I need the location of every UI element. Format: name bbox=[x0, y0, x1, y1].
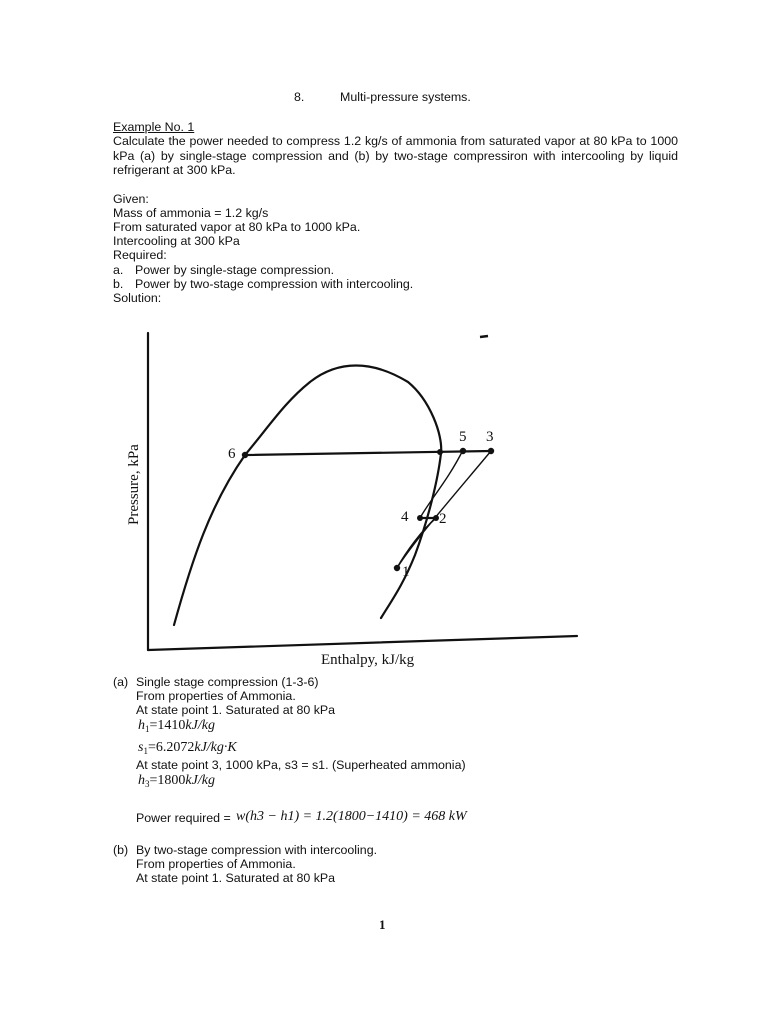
given-label: Given: bbox=[113, 192, 149, 206]
x-axis bbox=[148, 636, 577, 650]
y-axis-label: Pressure, kPa bbox=[126, 444, 142, 525]
required-marker-a: a. bbox=[113, 263, 124, 277]
ph-diagram bbox=[110, 320, 590, 670]
section-number: 8. bbox=[294, 90, 305, 104]
power-label: Power required = bbox=[136, 811, 231, 825]
state-point-4 bbox=[417, 515, 423, 521]
required-item-a: Power by single-stage compression. bbox=[135, 263, 335, 277]
problem-statement: Calculate the power needed to compress 1.2 kg/s of ammonia from saturated vapor at 80 kPa to 1000 kPa (a) by single-stage compression and (b) by two-stage compressiron with intercooling by liquid refrigerant at 300 kPa. bbox=[113, 134, 678, 177]
part-b-title: By two-stage compression with intercooling. bbox=[136, 843, 378, 857]
isobar-high bbox=[245, 451, 491, 455]
required-marker-b: b. bbox=[113, 277, 124, 291]
point-label-5: 5 bbox=[459, 429, 467, 445]
part-a-title: Single stage compression (1-3-6) bbox=[136, 675, 319, 689]
point-label-3: 3 bbox=[486, 429, 494, 445]
part-a-line2: At state point 1. Saturated at 80 kPa bbox=[136, 703, 336, 717]
part-b-line2: At state point 1. Saturated at 80 kPa bbox=[136, 871, 336, 885]
x-axis-label: Enthalpy, kJ/kg bbox=[321, 652, 415, 668]
state-point-3 bbox=[488, 448, 494, 454]
equation-s1: $s_1=6.2072kJ/kg\cdot K$ bbox=[138, 740, 237, 756]
part-a-marker: (a) bbox=[113, 675, 129, 689]
state-point-1 bbox=[394, 565, 400, 571]
required-label: Required: bbox=[113, 248, 167, 262]
state-point-5 bbox=[460, 448, 466, 454]
equation-h3: $h_3=1800kJ/kg$ bbox=[138, 773, 215, 789]
equation-h1: $h_1=1410kJ/kg$ bbox=[138, 718, 215, 734]
power-equation: w(h3 − h1) = 1.2(1800−1410) = 468 kW bbox=[236, 809, 467, 824]
given-item: From saturated vapor at 80 kPa to 1000 kPa. bbox=[113, 220, 361, 234]
given-item: Intercooling at 300 kPa bbox=[113, 234, 240, 248]
point-label-6: 6 bbox=[228, 446, 236, 462]
state-point-sat bbox=[437, 449, 443, 455]
point-label-1: 1 bbox=[402, 564, 410, 580]
solution-label: Solution: bbox=[113, 291, 162, 305]
point-label-2: 2 bbox=[439, 511, 447, 527]
saturation-dome bbox=[174, 366, 441, 626]
point-label-4: 4 bbox=[401, 509, 409, 525]
example-heading: Example No. 1 bbox=[113, 120, 195, 134]
section-title: Multi-pressure systems. bbox=[340, 90, 471, 104]
required-item-b: Power by two-stage compression with intercooling. bbox=[135, 277, 414, 291]
isentrope-1-3 bbox=[397, 451, 491, 568]
part-b-line1: From properties of Ammonia. bbox=[136, 857, 296, 871]
given-item: Mass of ammonia = 1.2 kg/s bbox=[113, 206, 269, 220]
part-b-marker: (b) bbox=[113, 843, 129, 857]
isentrope-4-5 bbox=[420, 450, 463, 518]
part-a-line1: From properties of Ammonia. bbox=[136, 689, 296, 703]
page-number: 1 bbox=[379, 917, 386, 932]
part-a-line3: At state point 3, 1000 kPa, s3 = s1. (Superheated ammonia) bbox=[136, 758, 466, 772]
state-point-6 bbox=[242, 452, 248, 458]
stray-mark bbox=[480, 336, 488, 337]
